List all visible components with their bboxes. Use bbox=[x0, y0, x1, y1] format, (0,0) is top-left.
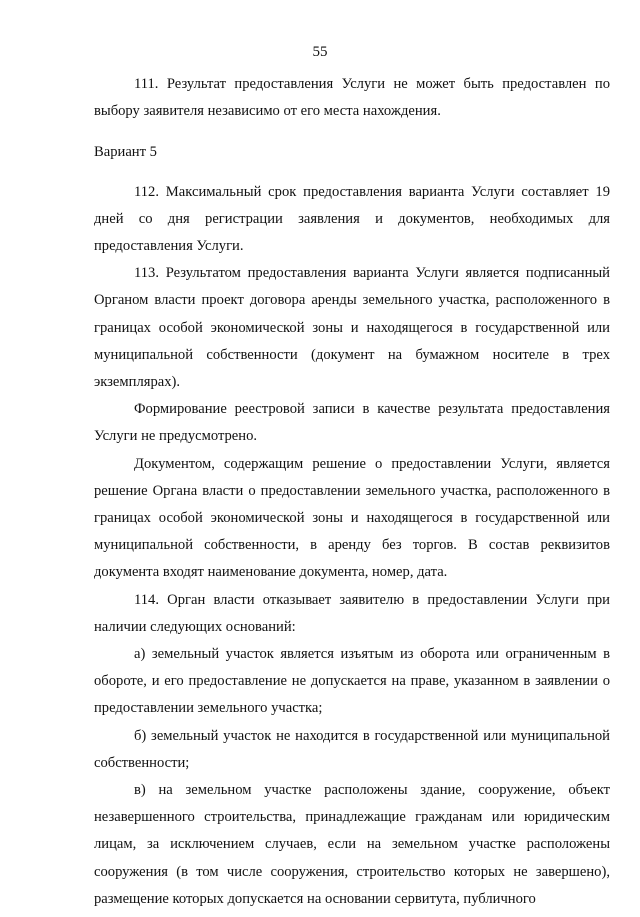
paragraph-114-a: а) земельный участок является изъятым из оборота или ограниченным в обороте, и его предоставление не допускается на праве, указанном в заявлении о предоставлении земельного участка; bbox=[94, 646, 610, 717]
paragraph-registry: Формирование реестровой записи в качестве результата предоставления Услуги не предусмотрено. bbox=[94, 401, 610, 445]
paragraph-114-c: в) на земельном участке расположены здание, сооружение, объект незавершенного строительства, принадлежащие гражданам или юридическим лицам, за исключением случаев, если на земельном участке расположены сооружения (в том числе сооружения, строительство которых не завершено), размещение которых допускается на основании сервитута, публичного bbox=[94, 782, 610, 907]
paragraph-112: 112. Максимальный срок предоставления варианта Услуги составляет 19 дней со дня регистрации заявления и документов, необходимых для предоставления Услуги. bbox=[94, 183, 610, 255]
section-heading: Вариант 5 bbox=[94, 144, 157, 161]
paragraph-114: 114. Орган власти отказывает заявителю в предоставлении Услуги при наличии следующих оснований: bbox=[94, 591, 610, 635]
paragraph-114-b: б) земельный участок не находится в государственной или муниципальной собственности; bbox=[94, 727, 610, 771]
paragraph-113: 113. Результатом предоставления варианта Услуги является подписанный Органом власти проект договора аренды земельного участка, расположенного в границах особой экономической зоны и находящегося в государственной или муниципальной собственности (документ на бумажном носителе в трех экземплярах). bbox=[94, 265, 610, 391]
paragraph-document: Документом, содержащим решение о предоставлении Услуги, является решение Органа власти о предоставлении земельного участка, расположенного в границах особой экономической зоны и находящегося в государственной или муниципальной собственности, в аренду без торгов. В состав реквизитов документа входят наименование документа, номер, дата. bbox=[94, 455, 610, 581]
page-number: 55 bbox=[312, 44, 328, 60]
document-body bbox=[94, 71, 610, 913]
paragraph-111: 111. Результат предоставления Услуги не может быть предоставлен по выбору заявителя независимо от его места нахождения. bbox=[94, 76, 610, 120]
